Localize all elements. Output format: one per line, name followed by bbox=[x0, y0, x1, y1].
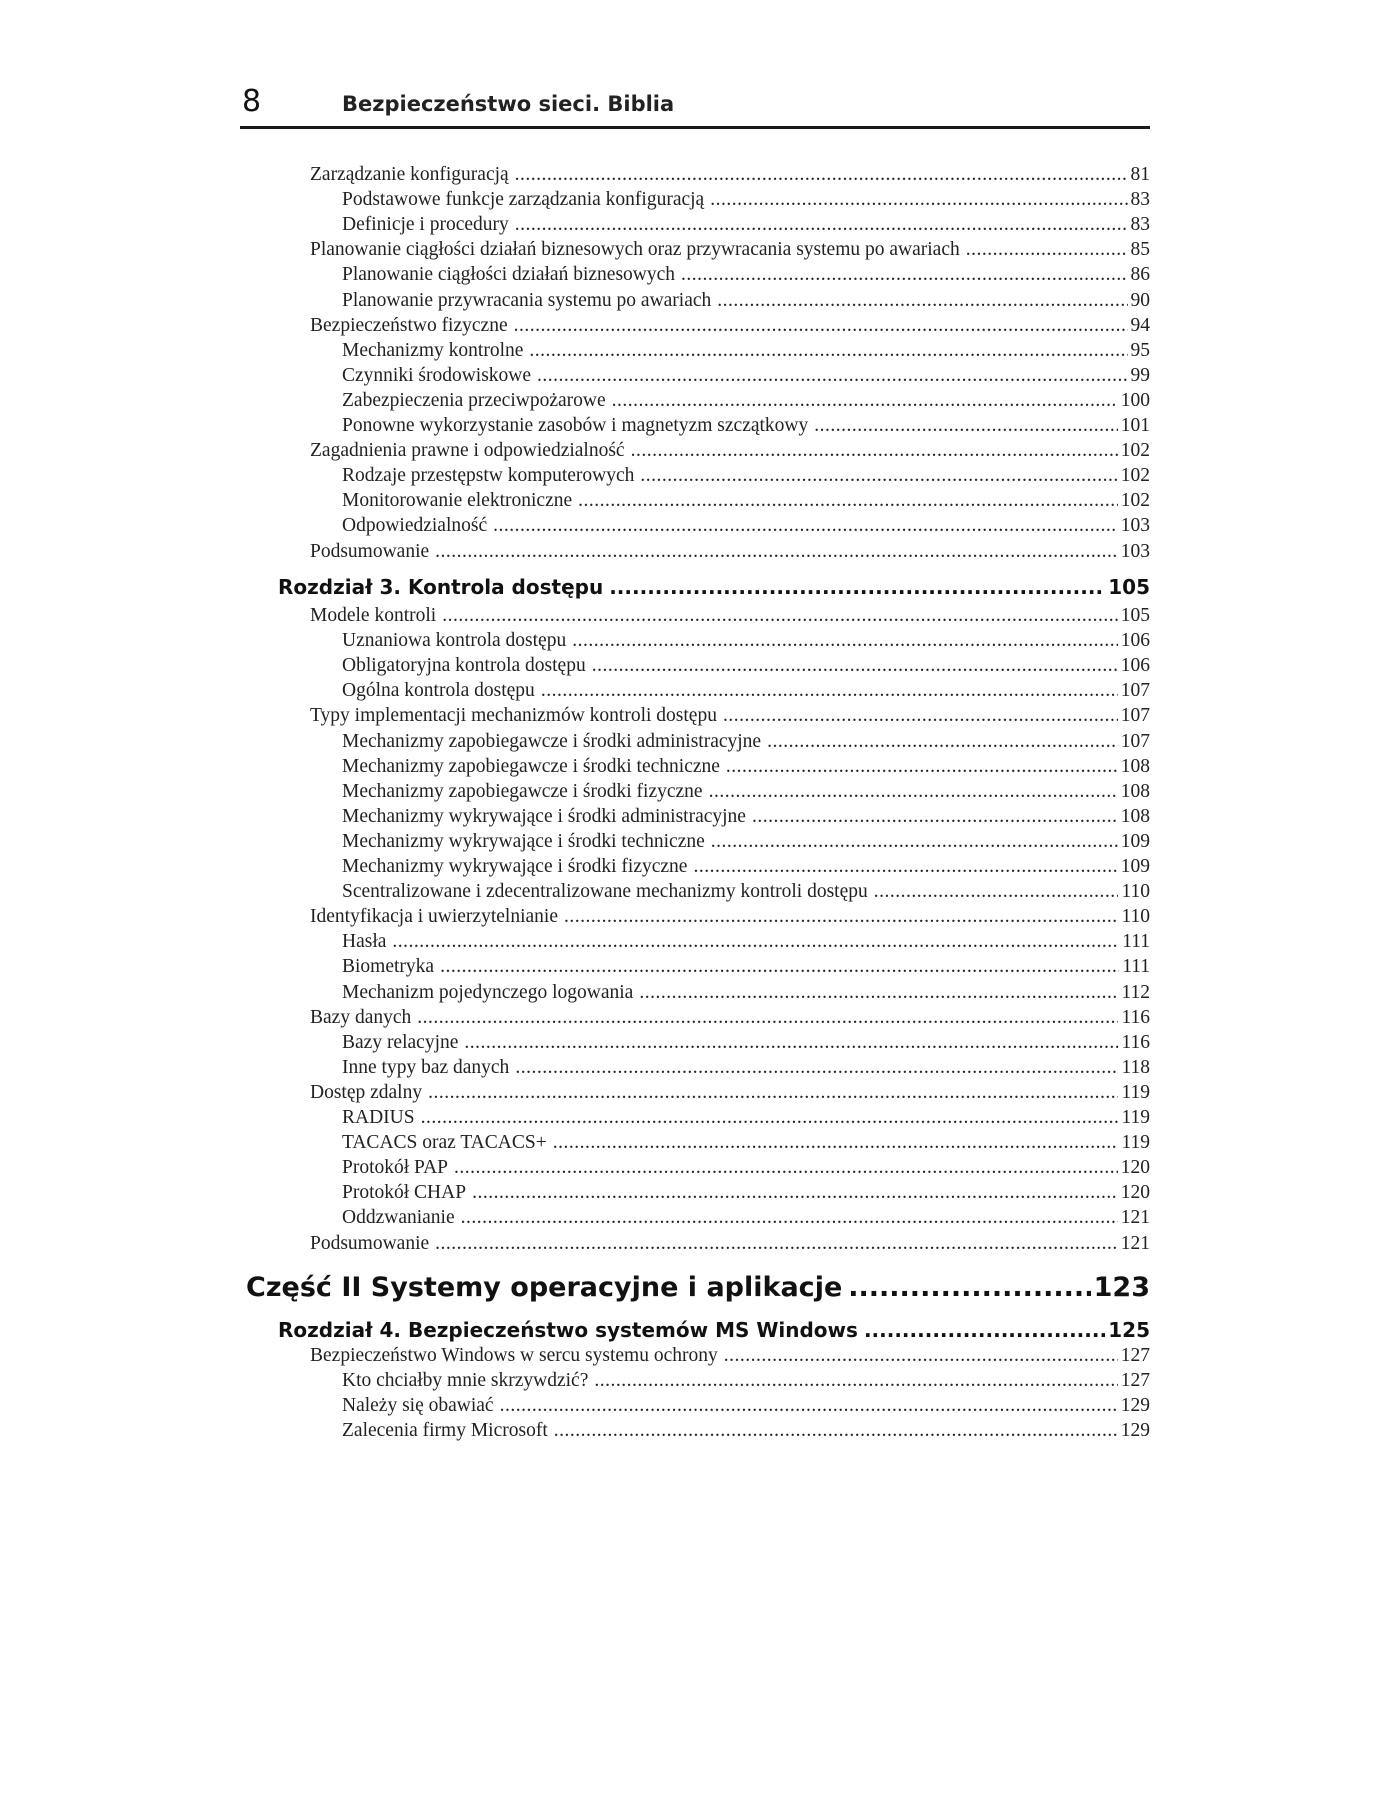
toc-entry-page: 119 bbox=[1121, 1132, 1150, 1154]
toc-entry-page: 81 bbox=[1130, 164, 1150, 185]
toc-entry-page: 90 bbox=[1130, 289, 1150, 311]
toc-subsection-entry bbox=[342, 515, 1150, 537]
toc-entry-title: TACACS oraz TACACS+ bbox=[342, 1132, 547, 1154]
toc-entry-page: 118 bbox=[1121, 1056, 1150, 1078]
toc-subsection-entry bbox=[342, 756, 1150, 778]
toc-subsection-entry bbox=[342, 1107, 1150, 1129]
toc-subsection-entry bbox=[342, 1057, 1150, 1079]
toc-subsection-entry bbox=[342, 1032, 1150, 1054]
dot-leader bbox=[578, 490, 1118, 512]
toc-section-entry bbox=[310, 1233, 1150, 1255]
dot-leader bbox=[864, 1318, 1105, 1342]
toc-subsection-entry bbox=[342, 340, 1150, 362]
toc-entry-title: Protokół CHAP bbox=[342, 1182, 467, 1204]
dot-leader bbox=[612, 390, 1118, 412]
toc-entry-page: 107 bbox=[1120, 705, 1150, 727]
toc-entry-title: Inne typy baz danych bbox=[342, 1056, 510, 1078]
dot-leader bbox=[639, 982, 1118, 1004]
toc-entry-page: 108 bbox=[1120, 755, 1150, 777]
toc-subsection-entry bbox=[342, 1132, 1150, 1154]
toc-entry-title: Oddzwanianie bbox=[342, 1207, 455, 1229]
dot-leader bbox=[435, 1233, 1118, 1255]
dot-leader bbox=[529, 340, 1127, 362]
toc-entry-page: 106 bbox=[1120, 655, 1150, 677]
dot-leader bbox=[537, 365, 1127, 387]
toc-subsection-entry bbox=[342, 881, 1150, 903]
toc-entry-page: 111 bbox=[1122, 956, 1150, 978]
toc-entry-title: Zalecenia firmy Microsoft bbox=[342, 1420, 548, 1442]
dot-leader bbox=[392, 931, 1119, 953]
toc-entry-title: Uznaniowa kontrola dostępu bbox=[342, 630, 567, 652]
toc-section-entry bbox=[310, 1082, 1150, 1104]
toc-entry-page: 123 bbox=[1093, 1272, 1150, 1303]
toc-entry-page: 99 bbox=[1130, 364, 1150, 386]
toc-entry-title: Planowanie przywracania systemu po awariach bbox=[342, 289, 712, 311]
toc-subsection-entry bbox=[342, 1420, 1150, 1442]
toc-entry-title: Identyfikacja i uwierzytelnianie bbox=[310, 906, 558, 928]
toc-entry-title: Hasła bbox=[342, 931, 387, 953]
toc-entry-page: 120 bbox=[1120, 1182, 1150, 1204]
toc-entry-page: 83 bbox=[1130, 214, 1150, 236]
toc-subsection-entry bbox=[342, 1182, 1150, 1204]
toc-entry-title: Rozdział 4. Bezpieczeństwo systemów MS Windows bbox=[278, 1318, 858, 1342]
toc-entry-title: Kto chciałby mnie skrzywdzić? bbox=[342, 1370, 589, 1392]
toc-subsection-entry bbox=[342, 856, 1150, 878]
dot-leader bbox=[640, 465, 1117, 487]
toc-subsection-entry bbox=[342, 956, 1150, 978]
dot-leader bbox=[874, 881, 1119, 903]
toc-entry-page: 110 bbox=[1121, 906, 1150, 928]
toc-subsection-entry bbox=[342, 1370, 1150, 1392]
toc-entry-title: Podstawowe funkcje zarządzania konfiguracją bbox=[342, 189, 705, 211]
dot-leader bbox=[814, 415, 1118, 437]
toc-entry-page: 94 bbox=[1130, 314, 1150, 336]
toc-entry-title: Mechanizmy zapobiegawcze i środki fizyczne bbox=[342, 780, 703, 802]
toc-entry-page: 110 bbox=[1121, 881, 1150, 903]
toc-subsection-entry bbox=[342, 189, 1150, 211]
toc-entry-title: Mechanizmy wykrywające i środki administracyjne bbox=[342, 805, 746, 827]
toc-subsection-entry bbox=[342, 1395, 1150, 1417]
toc-entry-title: Część II Systemy operacyjne i aplikacje bbox=[246, 1272, 843, 1303]
toc-section-entry bbox=[310, 440, 1150, 462]
book-title: Bezpieczeństwo sieci. Biblia bbox=[342, 92, 675, 116]
dot-leader bbox=[609, 575, 1105, 599]
toc-entry-page: 129 bbox=[1120, 1420, 1150, 1442]
toc-subsection-entry bbox=[342, 390, 1150, 412]
dot-leader bbox=[515, 214, 1128, 236]
toc-entry-page: 119 bbox=[1121, 1107, 1150, 1128]
toc-entry-page: 100 bbox=[1120, 389, 1150, 411]
toc-entry-page: 116 bbox=[1121, 1006, 1150, 1028]
toc-entry-title: Mechanizmy wykrywające i środki techniczne bbox=[342, 830, 705, 852]
dot-leader bbox=[710, 189, 1127, 211]
toc-entry-title: Zabezpieczenia przeciwpożarowe bbox=[342, 389, 606, 411]
toc-entry-page: 83 bbox=[1130, 189, 1150, 211]
toc-entry-page: 102 bbox=[1120, 440, 1150, 462]
toc-subsection-entry bbox=[342, 214, 1150, 236]
toc-chapter-entry bbox=[278, 575, 1150, 599]
dot-leader bbox=[767, 731, 1118, 753]
toc-entry-title: Bazy relacyjne bbox=[342, 1031, 459, 1053]
toc-section-entry bbox=[310, 541, 1150, 563]
dot-leader bbox=[472, 1182, 1118, 1204]
dot-leader bbox=[723, 705, 1118, 727]
toc-entry-page: 86 bbox=[1130, 264, 1150, 286]
toc-entry-page: 119 bbox=[1121, 1081, 1150, 1103]
dot-leader bbox=[848, 1272, 1090, 1303]
toc-entry-title: Zarządzanie konfiguracją bbox=[310, 164, 509, 185]
toc-section-entry bbox=[310, 239, 1150, 261]
toc-entry-title: Scentralizowane i zdecentralizowane mechanizmy kontroli dostępu bbox=[342, 881, 868, 903]
toc-entry-page: 127 bbox=[1120, 1345, 1150, 1366]
toc-entry-title: RADIUS bbox=[342, 1107, 415, 1128]
dot-leader bbox=[421, 1107, 1119, 1129]
toc-subsection-entry bbox=[342, 365, 1150, 387]
toc-subsection-entry bbox=[342, 264, 1150, 286]
toc-entry-page: 107 bbox=[1120, 730, 1150, 752]
dot-leader bbox=[554, 1420, 1118, 1442]
toc-entry-title: Bazy danych bbox=[310, 1006, 412, 1028]
toc-section-entry bbox=[310, 705, 1150, 727]
toc-entry-page: 105 bbox=[1108, 575, 1150, 599]
toc-entry-title: Planowanie ciągłości działań biznesowych bbox=[342, 264, 676, 286]
toc-entry-title: Definicje i procedury bbox=[342, 214, 509, 236]
toc-entry-title: Planowanie ciągłości działań biznesowych oraz przywracania systemu po awariach bbox=[310, 239, 960, 261]
page-number: 8 bbox=[242, 84, 262, 119]
toc-entry-title: Dostęp zdalny bbox=[310, 1081, 423, 1103]
toc-subsection-entry bbox=[342, 465, 1150, 487]
toc-entry-page: 95 bbox=[1130, 339, 1150, 361]
toc-subsection-entry bbox=[342, 655, 1150, 677]
toc-entry-title: Należy się obawiać bbox=[342, 1395, 494, 1417]
toc-entry-title: Mechanizmy zapobiegawcze i środki administracyjne bbox=[342, 730, 762, 752]
dot-leader bbox=[417, 1007, 1118, 1029]
toc-entry-page: 127 bbox=[1120, 1370, 1150, 1392]
dot-leader bbox=[440, 956, 1119, 978]
toc-entry-page: 102 bbox=[1120, 465, 1150, 487]
dot-leader bbox=[515, 1057, 1118, 1079]
toc-entry-page: 101 bbox=[1120, 415, 1150, 436]
toc-entry-page: 107 bbox=[1120, 680, 1150, 702]
toc-entry-title: Ponowne wykorzystanie zasobów i magnetyzm szczątkowy bbox=[342, 415, 809, 436]
dot-leader bbox=[454, 1157, 1118, 1179]
toc-entry-page: 120 bbox=[1120, 1157, 1150, 1179]
toc-subsection-entry bbox=[342, 630, 1150, 652]
dot-leader bbox=[717, 290, 1127, 312]
dot-leader bbox=[594, 1370, 1117, 1392]
dot-leader bbox=[631, 440, 1118, 462]
dot-leader bbox=[726, 756, 1118, 778]
toc-entry-page: 103 bbox=[1120, 540, 1150, 562]
toc-subsection-entry bbox=[342, 415, 1150, 437]
toc-entry-title: Ogólna kontrola dostępu bbox=[342, 680, 535, 702]
toc-section-entry bbox=[310, 906, 1150, 928]
toc-subsection-entry bbox=[342, 806, 1150, 828]
toc-entry-title: Biometryka bbox=[342, 956, 435, 978]
toc-subsection-entry bbox=[342, 490, 1150, 512]
dot-leader bbox=[541, 680, 1118, 702]
toc-entry-title: Rodzaje przestępstw komputerowych bbox=[342, 465, 635, 487]
toc-entry-page: 108 bbox=[1120, 805, 1150, 827]
toc-subsection-entry bbox=[342, 731, 1150, 753]
dot-leader bbox=[724, 1345, 1118, 1367]
toc-entry-page: 103 bbox=[1120, 515, 1150, 537]
toc-section-entry bbox=[310, 164, 1150, 186]
toc-entry-page: 125 bbox=[1108, 1318, 1150, 1342]
toc-entry-page: 109 bbox=[1120, 856, 1150, 877]
toc-entry-title: Podsumowanie bbox=[310, 1232, 430, 1254]
dot-leader bbox=[711, 831, 1118, 853]
toc-entry-page: 116 bbox=[1121, 1031, 1150, 1053]
dot-leader bbox=[752, 806, 1118, 828]
dot-leader bbox=[572, 630, 1118, 652]
dot-leader bbox=[693, 856, 1117, 878]
page-header bbox=[240, 86, 1150, 129]
dot-leader bbox=[435, 541, 1118, 563]
toc-entry-page: 121 bbox=[1120, 1232, 1150, 1254]
toc-entry-title: Protokół PAP bbox=[342, 1157, 449, 1179]
dot-leader bbox=[464, 1032, 1118, 1054]
toc-part-entry bbox=[246, 1272, 1150, 1303]
toc-entry-title: Czynniki środowiskowe bbox=[342, 364, 532, 386]
toc-entry-page: 85 bbox=[1130, 239, 1150, 261]
toc-chapter-entry bbox=[278, 1318, 1150, 1342]
dot-leader bbox=[442, 605, 1118, 627]
toc-section-entry bbox=[310, 1345, 1150, 1367]
toc-entry-title: Rozdział 3. Kontrola dostępu bbox=[278, 575, 604, 599]
toc-entry-page: 111 bbox=[1122, 931, 1150, 953]
toc-section-entry bbox=[310, 1007, 1150, 1029]
toc-subsection-entry bbox=[342, 290, 1150, 312]
dot-leader bbox=[564, 906, 1119, 928]
toc-subsection-entry bbox=[342, 831, 1150, 853]
toc-subsection-entry bbox=[342, 931, 1150, 953]
dot-leader bbox=[493, 515, 1118, 537]
toc-entry-page: 109 bbox=[1120, 830, 1150, 852]
dot-leader bbox=[514, 315, 1128, 337]
toc-subsection-entry bbox=[342, 680, 1150, 702]
toc-entry-page: 108 bbox=[1120, 780, 1150, 802]
dot-leader bbox=[681, 264, 1127, 286]
toc-entry-title: Monitorowanie elektroniczne bbox=[342, 490, 573, 512]
toc-entry-title: Bezpieczeństwo Windows w sercu systemu ochrony bbox=[310, 1345, 718, 1366]
dot-leader bbox=[592, 655, 1118, 677]
toc-entry-page: 112 bbox=[1121, 981, 1150, 1003]
toc-entry-title: Zagadnienia prawne i odpowiedzialność bbox=[310, 440, 625, 462]
toc-entry-title: Bezpieczeństwo fizyczne bbox=[310, 314, 508, 336]
dot-leader bbox=[461, 1207, 1118, 1229]
toc-entry-title: Odpowiedzialność bbox=[342, 515, 488, 537]
dot-leader bbox=[515, 164, 1128, 186]
toc-entry-title: Typy implementacji mechanizmów kontroli dostępu bbox=[310, 705, 717, 727]
toc-entry-page: 121 bbox=[1120, 1207, 1150, 1229]
toc-subsection-entry bbox=[342, 1157, 1150, 1179]
toc-entry-page: 106 bbox=[1120, 630, 1150, 652]
dot-leader bbox=[966, 239, 1128, 261]
toc-entry-title: Mechanizmy kontrolne bbox=[342, 339, 524, 361]
toc-subsection-entry bbox=[342, 781, 1150, 803]
toc-subsection-entry bbox=[342, 1207, 1150, 1229]
dot-leader bbox=[553, 1132, 1119, 1154]
dot-leader bbox=[428, 1082, 1118, 1104]
toc-entry-title: Obligatoryjna kontrola dostępu bbox=[342, 655, 586, 677]
toc-section-entry bbox=[310, 605, 1150, 627]
toc-entry-title: Mechanizmy wykrywające i środki fizyczne bbox=[342, 856, 688, 877]
toc-entry-title: Mechanizmy zapobiegawcze i środki techniczne bbox=[342, 755, 720, 777]
toc-subsection-entry bbox=[342, 982, 1150, 1004]
dot-leader bbox=[500, 1395, 1118, 1417]
toc-entry-title: Modele kontroli bbox=[310, 605, 437, 626]
toc-entry-page: 105 bbox=[1120, 605, 1150, 626]
toc-entry-title: Mechanizm pojedynczego logowania bbox=[342, 981, 634, 1003]
toc-entry-page: 102 bbox=[1120, 490, 1150, 512]
toc-entry-title: Podsumowanie bbox=[310, 540, 430, 562]
toc-section-entry bbox=[310, 315, 1150, 337]
dot-leader bbox=[709, 781, 1118, 803]
toc-entry-page: 129 bbox=[1120, 1395, 1150, 1417]
